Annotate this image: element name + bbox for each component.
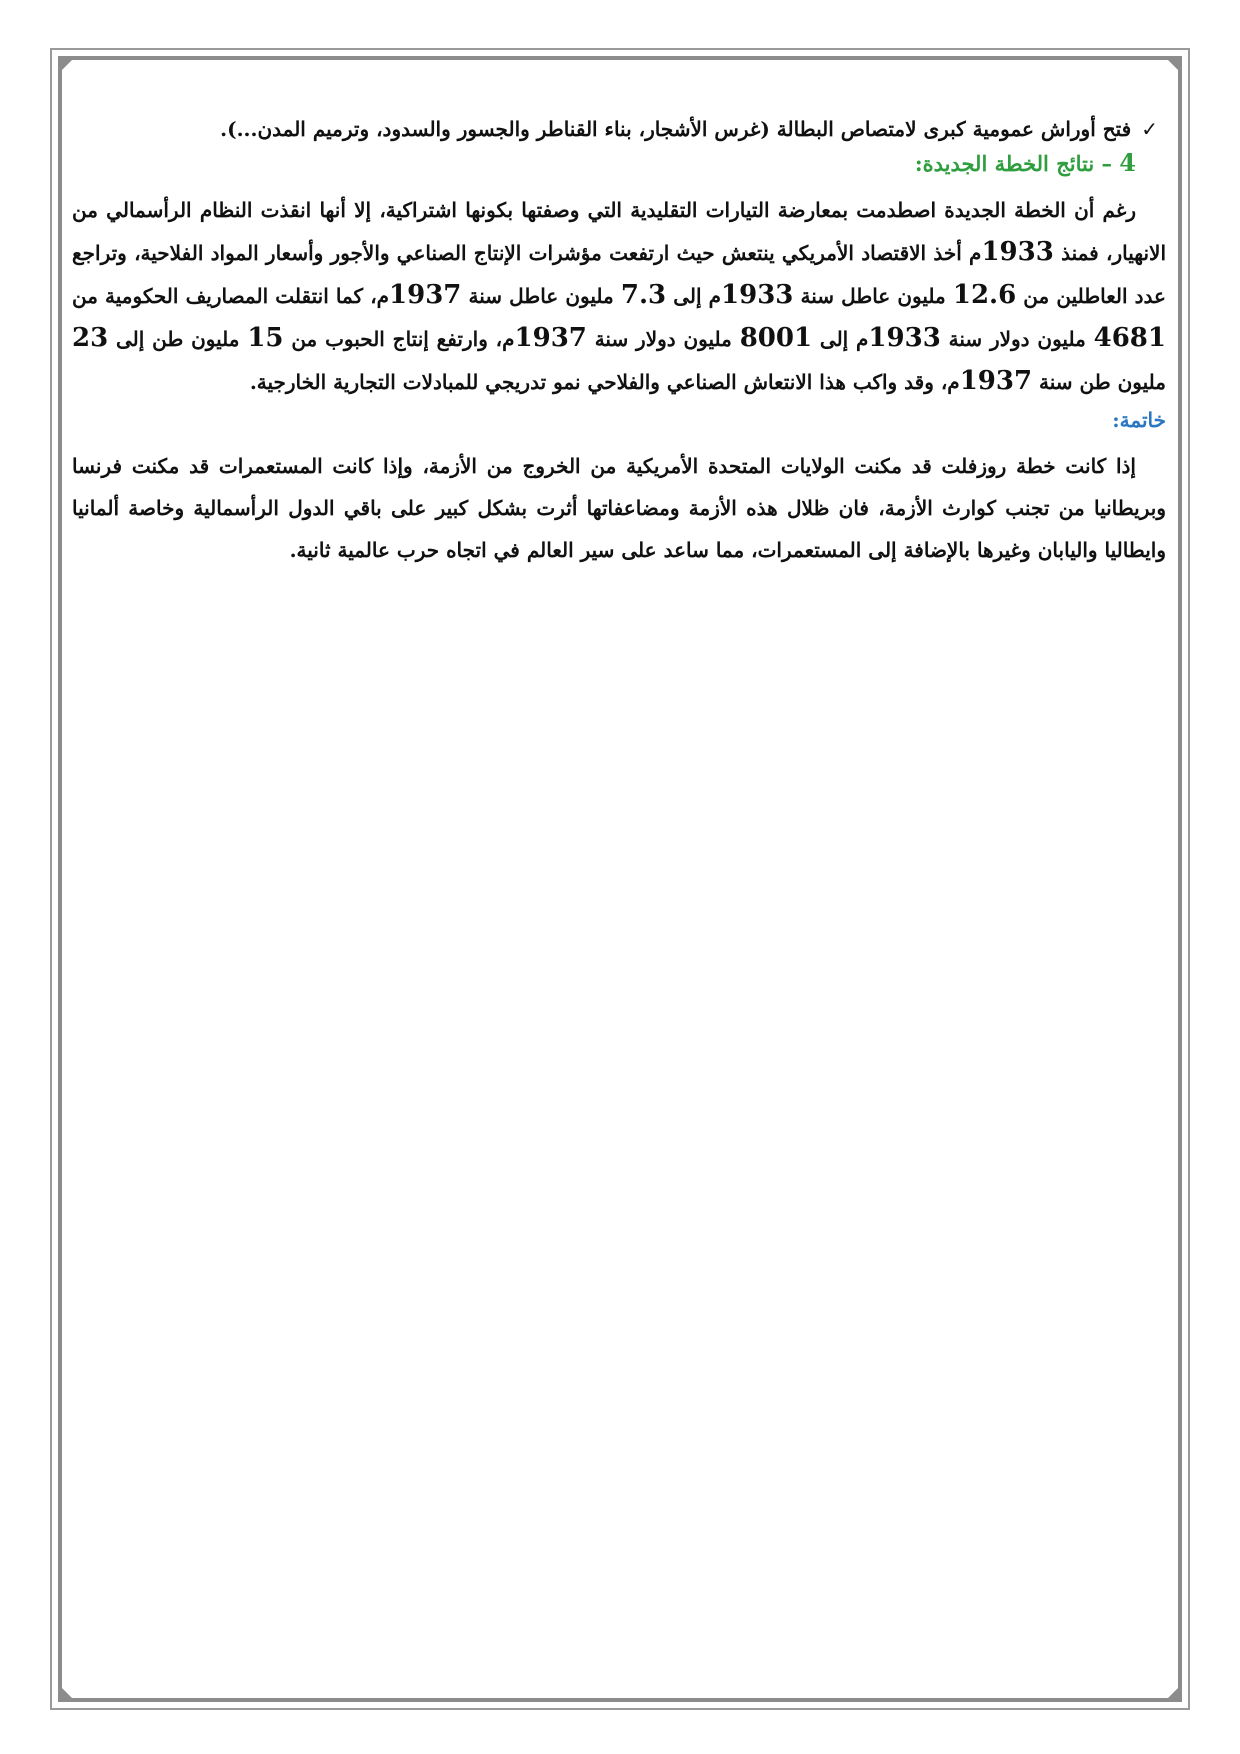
year-value: 1937 [959, 366, 1033, 396]
section-heading-results [72, 146, 1136, 181]
conclusion-paragraph: إذا كانت خطة روزفلت قد مكنت الولايات المتحدة الأمريكية من الخروج من الأزمة، وإذا كانت المستعمرات قد مكنت فرنسا وبريطانيا من تجنب كوارث الأزمة، فان ظلال هذه الأزمة ومضاعفاتها أثرت بشكل كبير على باقي الدول الرأسمالية وخاصة ألمانيا وايطاليا واليابان وغيرها بالإضافة إلى المستعمرات، مما ساعد على سير العالم في اتجاه حرب عالمية ثانية. [72, 454, 1166, 562]
section-title: – نتائج الخطة الجديدة: [914, 151, 1112, 176]
text-run: مليون عاطل سنة [461, 284, 621, 308]
number-value: 15 [247, 323, 284, 353]
text-run: م، وارتفع إنتاج الحبوب من [283, 327, 515, 351]
text-run: مليون دولار سنة [586, 327, 740, 351]
text-run: م، وقد واكب هذا الانتعاش الصناعي والفلاحي نمو تدريجي للمبادلات التجارية الخارجية. [249, 370, 960, 394]
number-value: 8001 [739, 323, 813, 353]
number-value: 12.6 [952, 280, 1017, 310]
year-value: 1933 [721, 280, 794, 310]
text-run: م إلى [812, 327, 869, 351]
text-run: مليون عاطل سنة [793, 284, 953, 308]
text-run: مليون طن إلى [108, 327, 248, 351]
border-corner-top-left [62, 60, 72, 70]
text-run: مليون دولار سنة [940, 327, 1094, 351]
bullet-item [72, 112, 1158, 146]
year-value: 1933 [868, 323, 941, 353]
document-body [72, 112, 1166, 571]
number-value: 7.3 [620, 280, 667, 310]
check-mark-icon: ✓ [1141, 117, 1158, 141]
text-run: مليون طن سنة [1032, 370, 1166, 394]
section-number: 4 [1119, 148, 1136, 177]
text-run: رغم أن الخطة الجديدة اصطدمت بمعارضة التيارات التقليدية التي وصفتها بكونها اشتراكية، إلا أنها انقذت النظام الرأسمالي من الانهيار، فمنذ [72, 198, 1166, 265]
bullet-text: فتح أوراش عمومية كبرى لامتصاص البطالة (غرس الأشجار، بناء القناطر والجسور والسدود، وترميم المدن...). [220, 117, 1132, 141]
text-run: م إلى [666, 284, 722, 308]
conclusion-heading: خاتمة: [1112, 408, 1166, 432]
border-corner-bottom-right [1168, 1688, 1178, 1698]
year-value: 1937 [389, 280, 462, 310]
year-value: 1937 [514, 323, 587, 353]
text-run: م أخذ الاقتصاد الأمريكي ينتعش حيث ارتفعت مؤشرات الإنتاج الصناعي والأجور وأسعار المواد الفلاحية، وتراجع عدد العاطلين من [72, 241, 1166, 308]
number-value: 23 [72, 323, 109, 353]
text-run: م، كما انتقلت المصاريف الحكومية من [72, 284, 390, 308]
year-value: 1933 [981, 237, 1054, 267]
border-corner-top-right [1168, 60, 1178, 70]
border-corner-bottom-left [62, 1688, 72, 1698]
results-paragraph [72, 189, 1166, 403]
number-value: 4681 [1093, 323, 1166, 353]
